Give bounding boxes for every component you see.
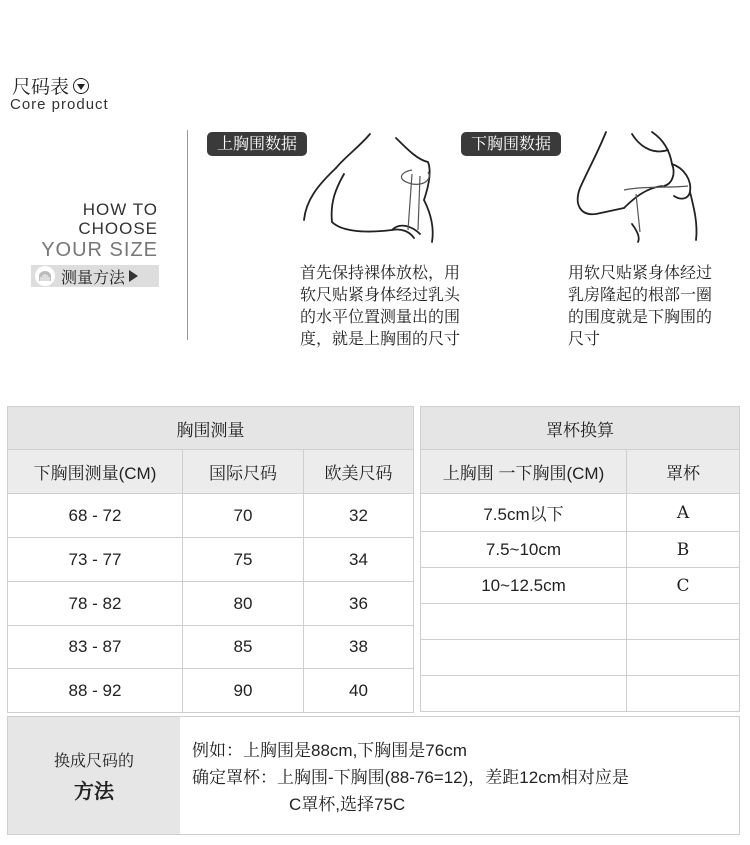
howto-line-3: YOUR SIZE — [41, 239, 158, 261]
table-row — [8, 582, 414, 626]
upper-desc-line: 度，就是上胸围的尺寸 — [300, 329, 461, 348]
howto-line-2: CHOOSE — [78, 219, 158, 238]
dropdown-circle-icon — [73, 78, 89, 94]
table-row — [421, 676, 740, 712]
under-bust-description — [568, 262, 712, 350]
table-cell: 40 — [304, 669, 414, 713]
table-cell: 83 - 87 — [8, 626, 183, 669]
upper-bust-illustration — [300, 130, 440, 245]
table-cell: 68 - 72 — [8, 494, 183, 538]
how-to-choose-block — [41, 200, 158, 262]
table-cell: 90 — [183, 669, 304, 713]
upper-bust-tag: 上胸围数据 — [207, 132, 307, 156]
table-header: 国际尺码 — [183, 450, 304, 494]
upper-bust-description — [300, 262, 460, 350]
title-text: 尺码表 — [12, 76, 70, 98]
table-cell — [627, 604, 740, 640]
under-desc-line: 用软尺贴紧身体经过 — [568, 263, 713, 282]
example-line-3: C罩杯,选择75C — [289, 795, 406, 814]
howto-line-1: HOW TO — [82, 200, 158, 219]
table-header: 下胸围测量(CM) — [8, 450, 183, 494]
example-line-1: 例如：上胸围是88cm,下胸围是76cm — [192, 741, 467, 760]
table-row — [8, 669, 414, 713]
table-cell: 38 — [304, 626, 414, 669]
under-desc-line: 乳房隆起的根部一圈 — [568, 285, 713, 304]
table-cell — [421, 640, 627, 676]
table-cell: 7.5cm以下 — [421, 494, 627, 532]
table-cell: A — [627, 494, 740, 532]
table-cell: 88 - 92 — [8, 669, 183, 713]
table-row — [421, 640, 740, 676]
table-cell — [627, 640, 740, 676]
measure-method-label: 测量方法 — [61, 267, 126, 287]
page-title — [12, 72, 89, 99]
bust-size-table — [7, 406, 414, 713]
table-cell: 36 — [304, 582, 414, 626]
size-method-panel — [7, 716, 740, 835]
table-row — [421, 604, 740, 640]
table-caption: 胸围测量 — [8, 407, 414, 450]
table-cell: 75 — [183, 538, 304, 582]
example-line-2: 确定罩杯：上胸围-下胸围(88-76=12)，差距12cm相对应是 — [192, 768, 629, 787]
table-cell: B — [627, 532, 740, 568]
method-label-line-2: 方法 — [74, 778, 114, 803]
table-cell: 78 - 82 — [8, 582, 183, 626]
table-cell — [627, 676, 740, 712]
table-cell — [421, 676, 627, 712]
table-cell: 70 — [183, 494, 304, 538]
table-cell: 73 - 77 — [8, 538, 183, 582]
table-header: 上胸围 一下胸围(CM) — [421, 450, 627, 494]
under-bust-tag: 下胸围数据 — [461, 132, 561, 156]
page-subtitle: Core product — [10, 96, 109, 113]
table-cell: 32 — [304, 494, 414, 538]
divider-line — [187, 130, 188, 340]
table-cell: 7.5~10cm — [421, 532, 627, 568]
table-row — [421, 568, 740, 604]
method-example — [192, 737, 629, 818]
table-cell: 85 — [183, 626, 304, 669]
under-bust-illustration — [572, 128, 712, 243]
table-row — [8, 538, 414, 582]
table-header: 欧美尺码 — [304, 450, 414, 494]
method-label-panel — [8, 717, 180, 834]
table-cell — [421, 604, 627, 640]
upper-desc-line: 软尺贴紧身体经过乳头 — [300, 285, 461, 304]
under-desc-line: 尺寸 — [568, 329, 601, 348]
cup-conversion-table — [420, 406, 740, 712]
tape-icon — [35, 266, 55, 286]
table-cell: 10~12.5cm — [421, 568, 627, 604]
table-row — [8, 626, 414, 669]
table-row — [8, 494, 414, 538]
table-cell: 34 — [304, 538, 414, 582]
table-row — [421, 532, 740, 568]
play-arrow-icon — [129, 270, 138, 282]
table-header: 罩杯 — [627, 450, 740, 494]
table-cell: 80 — [183, 582, 304, 626]
upper-desc-line: 的水平位置测量出的围 — [300, 307, 461, 326]
measure-method-bar — [31, 265, 159, 287]
table-cell: C — [627, 568, 740, 604]
method-label-line-1: 换成尺码的 — [53, 750, 134, 770]
under-desc-line: 的围度就是下胸围的 — [568, 307, 713, 326]
table-row — [421, 494, 740, 532]
table-caption: 罩杯换算 — [421, 407, 740, 450]
upper-desc-line: 首先保持裸体放松，用 — [300, 263, 461, 282]
